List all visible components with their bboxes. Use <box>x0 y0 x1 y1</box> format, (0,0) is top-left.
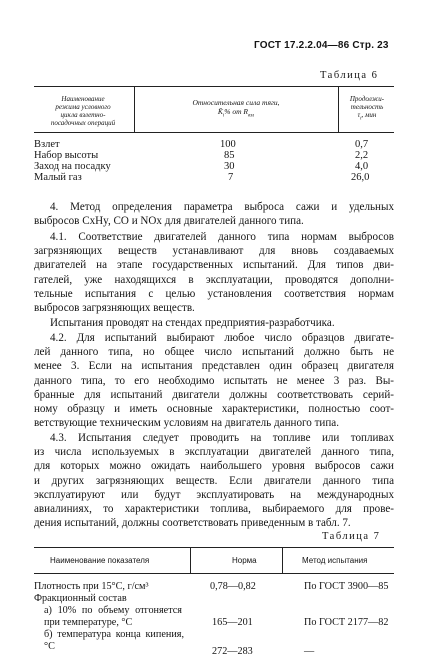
table7-row-method: По ГОСТ 2177—82 <box>304 617 389 628</box>
table6-row-thrust: 30 <box>224 161 235 172</box>
table6-row-mode: Взлет <box>34 139 60 150</box>
table7-header-norm: Норма <box>232 556 257 565</box>
table6-row-duration: 2,2 <box>355 150 369 161</box>
section4-heading: 4. Метод определения параметра выброса сажи и удельных выбросов CxHy, CO и NOx для двигателей данного типа. <box>34 201 394 228</box>
table6-row-duration: 4,0 <box>355 161 369 172</box>
table7-row-name: при температуре, °С <box>44 617 133 628</box>
table6-row-mode: Набор высоты <box>34 150 99 161</box>
paragraph-4-1-tests: Испытания проводят на стендах предприятия-разработчика. <box>50 317 335 329</box>
table7-row-norm: 0,78—0,82 <box>210 581 256 592</box>
table7-row-norm: 272—283 <box>212 646 253 657</box>
table6-row-thrust: 85 <box>224 150 235 161</box>
table6-row-duration: 0,7 <box>355 139 369 150</box>
table7-header-rule <box>34 573 394 574</box>
table6-row-thrust: 7 <box>228 172 234 183</box>
table6-header-thrust: Относительная сила тяги, $K̄_i\%$ от $R_{взл}$ <box>192 98 280 119</box>
table7-header-method: Метод испытания <box>302 556 368 565</box>
table7-row-name: а) 10% по объему отгоняется <box>44 605 182 616</box>
table7-row-name: б) температура конца кипения, <box>44 629 184 640</box>
paragraph-4-1: 4.1. Соответствие двигателей данного типа нормам выбросов загрязняющих веществ устанавливают для вновь создаваемых двигателей на этапе государственных испытаний. Для типов дви- гателей, уже находящихся в эксплуатации, проводятся дополни- тельные испытания с целью установления соответствия нормам выбросов загрязняющих веществ. <box>34 231 394 314</box>
table6-row-mode: Заход на посадку <box>34 161 111 172</box>
table6-header-mode: Наименование режима условного цикла взлетно- посадочных операций <box>50 95 116 127</box>
table7-top-rule <box>34 547 394 548</box>
table6-row-duration: 26,0 <box>351 172 370 183</box>
table7-row-method: — <box>304 646 315 657</box>
table7-row-name: Фракционный состав <box>34 593 127 604</box>
table6-caption: Таблица 6 <box>320 70 379 81</box>
table7-header-name: Наименование показателя <box>50 556 150 565</box>
table6-header-duration: Продолжи- тельность $\tau_i$, мин <box>349 95 385 122</box>
table7-row-method: По ГОСТ 3900—85 <box>304 581 389 592</box>
table6-top-rule <box>34 86 394 87</box>
table6-row-mode: Малый газ <box>34 172 82 183</box>
page-header: ГОСТ 17.2.2.04—86 Стр. 23 <box>254 40 389 51</box>
table7-row-name: °С <box>44 641 55 652</box>
table6-header-rule <box>34 132 394 133</box>
table6-vrule-1 <box>134 86 135 132</box>
paragraph-4-3: 4.3. Испытания следует проводить на топливе или топливах из числа используемых в эксплуатации двигателей данного типа, для которых можно ожидать наибольшего уровня выбросов сажи и других загрязняющих веществ. Если двигатели данного типа эксплуатируют или будут эксплуатировать на международных авиалиниях, то характеристики топлива, выбираемого для прове- дения испытаний, должны соответствовать приведенным в табл. 7. <box>34 432 394 530</box>
table6-row-thrust: 100 <box>220 139 236 150</box>
table7-row-name: Плотность при 15°С, г/см³ <box>34 581 149 592</box>
table7-vrule-2 <box>282 547 283 573</box>
table7-row-norm: 165—201 <box>212 617 253 628</box>
table6-vrule-2 <box>338 86 339 132</box>
paragraph-4-2: 4.2. Для испытаний выбирают любое число образцов двигате- лей данного типа, но общее число испытаний должно быть не менее 3. Если на испытания представлен один образец двигателя данного типа, то его необходимо испытать не менее 3 раз. Вы- бранные для испытаний двигатели должны соответствовать серий- ному образцу и иметь основные характеристики, полностью соот- ветствующие техническим условиям на двигатель данного типа. <box>34 332 394 430</box>
table7-vrule-1 <box>190 547 191 573</box>
table7-caption: Таблица 7 <box>322 531 381 542</box>
